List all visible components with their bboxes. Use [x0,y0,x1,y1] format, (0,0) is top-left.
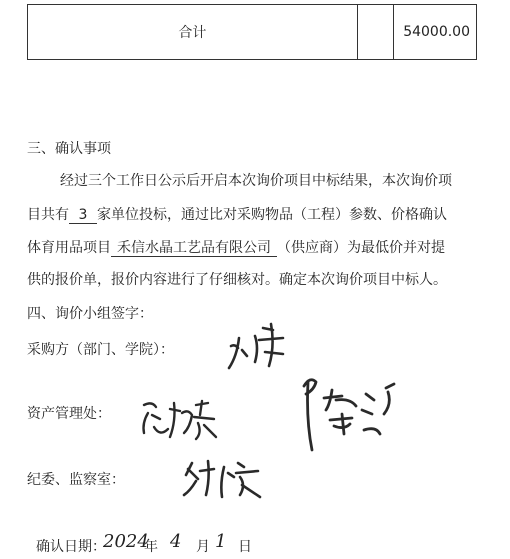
purchaser-signature [225,318,300,373]
year-char: 年 [144,539,158,555]
discipline-label: 纪委、监察室： [27,472,125,488]
section-3-heading: 三、确认事项 [27,141,111,157]
date-month: 4 [170,531,182,552]
line-2-prefix: 目共有 [27,207,69,223]
asset-office-label: 资产管理处： [27,406,111,422]
line-2-suffix: 家单位投标，通过比对采购物品（工程）参数、价格确认 [97,207,447,223]
month-char: 月 [196,539,210,555]
purchaser-label: 采购方（部门、学院）： [27,342,174,358]
asset-office-signature-1 [138,393,233,443]
line-3-suffix: （供应商）为最低价并对提 [277,240,445,256]
total-label: 合计 [28,5,358,60]
discipline-signature [180,455,265,503]
total-row [28,5,477,60]
section-3-line-4: 供的报价单，报价内容进行了仔细核对。确定本次询价项目中标人。 [27,272,447,288]
asset-office-signature-2 [290,370,405,460]
confirm-date-label: 确认日期： [36,539,106,555]
date-day: 1 [215,531,227,552]
section-3-line-2 [27,205,447,225]
bidder-count: 3 [69,207,97,224]
section-3-line-1: 经过三个工作日公示后开启本次询价项目中标结果，本次询价项 [60,173,452,189]
empty-cell [357,5,394,60]
date-year: 2024 [103,531,149,552]
line-3-prefix: 体育用品项目 [27,240,111,256]
total-table [27,4,477,60]
section-3-line-3 [27,238,445,258]
day-char: 日 [238,539,252,555]
supplier-name: 禾信水晶工艺品有限公司 [111,240,277,257]
total-value: 54000.00 [394,5,477,60]
section-4-heading: 四、询价小组签字： [27,306,153,322]
